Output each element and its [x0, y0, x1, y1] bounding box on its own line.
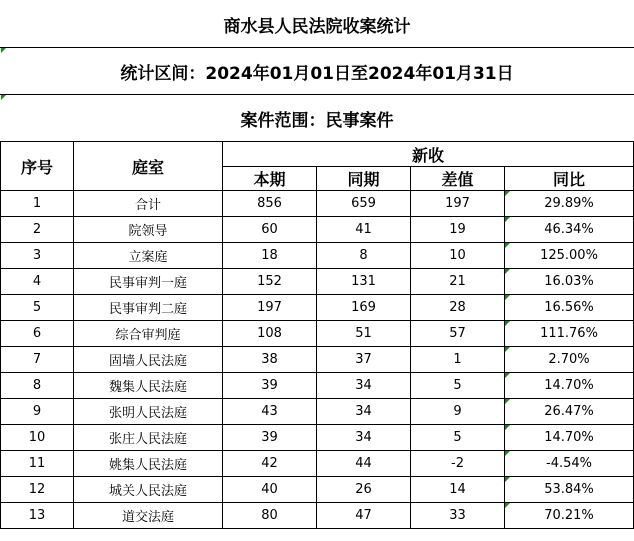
cell-same-period[interactable]: 51 [317, 321, 411, 347]
cell-court[interactable]: 魏集人民法庭 [74, 373, 223, 399]
cell-court[interactable]: 姚集人民法庭 [74, 451, 223, 477]
cell-court[interactable]: 民事审判一庭 [74, 269, 223, 295]
cell-yoy[interactable]: 14.70% [505, 425, 634, 451]
cell-same-period[interactable]: 26 [317, 477, 411, 503]
cell-current[interactable]: 152 [223, 269, 317, 295]
table-row [1, 191, 634, 217]
cell-same-period[interactable]: 41 [317, 217, 411, 243]
cell-same-period[interactable]: 34 [317, 373, 411, 399]
cell-yoy[interactable]: -4.54% [505, 451, 634, 477]
cell-seq[interactable]: 1 [1, 191, 74, 217]
cell-seq[interactable]: 9 [1, 399, 74, 425]
cell-court[interactable]: 合计 [74, 191, 223, 217]
cell-current[interactable]: 43 [223, 399, 317, 425]
cell-seq[interactable]: 8 [1, 373, 74, 399]
cell-seq[interactable]: 2 [1, 217, 74, 243]
cell-seq[interactable]: 11 [1, 451, 74, 477]
cell-same-period[interactable]: 34 [317, 399, 411, 425]
cell-same-period[interactable]: 659 [317, 191, 411, 217]
header-diff[interactable]: 差值 [411, 167, 505, 191]
cell-seq[interactable]: 12 [1, 477, 74, 503]
header-yoy[interactable]: 同比 [505, 167, 634, 191]
cell-diff[interactable]: 19 [411, 217, 505, 243]
cell-current[interactable]: 60 [223, 217, 317, 243]
cell-court[interactable]: 立案庭 [74, 243, 223, 269]
report-title[interactable]: 商水县人民法院收案统计 [1, 1, 634, 48]
header-row-1 [1, 142, 634, 167]
cell-court[interactable]: 张明人民法庭 [74, 399, 223, 425]
table-row [1, 477, 634, 503]
cell-seq[interactable]: 5 [1, 295, 74, 321]
cell-diff[interactable]: 57 [411, 321, 505, 347]
cell-diff[interactable]: -2 [411, 451, 505, 477]
cell-same-period[interactable]: 8 [317, 243, 411, 269]
header-seq[interactable]: 序号 [1, 142, 74, 191]
table-row [1, 347, 634, 373]
table-row [1, 425, 634, 451]
cell-same-period[interactable]: 37 [317, 347, 411, 373]
cell-current[interactable]: 40 [223, 477, 317, 503]
cell-same-period[interactable]: 131 [317, 269, 411, 295]
header-court[interactable]: 庭室 [74, 142, 223, 191]
cell-diff[interactable]: 9 [411, 399, 505, 425]
cell-yoy[interactable]: 111.76% [505, 321, 634, 347]
title-row [1, 1, 634, 48]
cell-yoy[interactable]: 14.70% [505, 373, 634, 399]
cell-yoy[interactable]: 70.21% [505, 503, 634, 529]
cell-court[interactable]: 院领导 [74, 217, 223, 243]
cell-seq[interactable]: 4 [1, 269, 74, 295]
cell-court[interactable]: 综合审判庭 [74, 321, 223, 347]
cell-same-period[interactable]: 44 [317, 451, 411, 477]
period-row [1, 48, 634, 95]
cell-yoy[interactable]: 46.34% [505, 217, 634, 243]
cell-same-period[interactable]: 47 [317, 503, 411, 529]
table-row [1, 503, 634, 529]
cell-current[interactable]: 42 [223, 451, 317, 477]
cell-yoy[interactable]: 26.47% [505, 399, 634, 425]
cell-current[interactable]: 38 [223, 347, 317, 373]
cell-court[interactable]: 民事审判二庭 [74, 295, 223, 321]
cell-court[interactable]: 城关人民法庭 [74, 477, 223, 503]
cell-current[interactable]: 39 [223, 373, 317, 399]
cell-seq[interactable]: 13 [1, 503, 74, 529]
cell-court[interactable]: 张庄人民法庭 [74, 425, 223, 451]
cell-current[interactable]: 856 [223, 191, 317, 217]
cell-diff[interactable]: 5 [411, 373, 505, 399]
cell-yoy[interactable]: 53.84% [505, 477, 634, 503]
cell-current[interactable]: 197 [223, 295, 317, 321]
cell-current[interactable]: 39 [223, 425, 317, 451]
cell-court[interactable]: 道交法庭 [74, 503, 223, 529]
cell-seq[interactable]: 6 [1, 321, 74, 347]
cell-yoy[interactable]: 125.00% [505, 243, 634, 269]
cell-diff[interactable]: 28 [411, 295, 505, 321]
cell-seq[interactable]: 3 [1, 243, 74, 269]
cell-same-period[interactable]: 169 [317, 295, 411, 321]
cell-seq[interactable]: 10 [1, 425, 74, 451]
cell-same-period[interactable]: 34 [317, 425, 411, 451]
cell-diff[interactable]: 197 [411, 191, 505, 217]
table-row [1, 243, 634, 269]
cell-yoy[interactable]: 2.70% [505, 347, 634, 373]
cell-yoy[interactable]: 16.03% [505, 269, 634, 295]
header-new-cases[interactable]: 新收 [223, 142, 634, 167]
cell-diff[interactable]: 14 [411, 477, 505, 503]
cell-diff[interactable]: 1 [411, 347, 505, 373]
cell-current[interactable]: 18 [223, 243, 317, 269]
table-row [1, 217, 634, 243]
table-row [1, 451, 634, 477]
table-row [1, 373, 634, 399]
cell-diff[interactable]: 5 [411, 425, 505, 451]
table-row [1, 321, 634, 347]
scope-row [1, 95, 634, 142]
report-scope[interactable]: 案件范围：民事案件 [1, 95, 634, 142]
table-row [1, 295, 634, 321]
cell-diff[interactable]: 21 [411, 269, 505, 295]
table-row [1, 269, 634, 295]
cell-diff[interactable]: 33 [411, 503, 505, 529]
header-current[interactable]: 本期 [223, 167, 317, 191]
cell-court[interactable]: 固墙人民法庭 [74, 347, 223, 373]
table-row [1, 399, 634, 425]
cell-seq[interactable]: 7 [1, 347, 74, 373]
cell-current[interactable]: 80 [223, 503, 317, 529]
cell-current[interactable]: 108 [223, 321, 317, 347]
header-same-period[interactable]: 同期 [317, 167, 411, 191]
report-period[interactable]: 统计区间：2024年01月01日至2024年01月31日 [1, 48, 634, 95]
cell-yoy[interactable]: 29.89% [505, 191, 634, 217]
cell-yoy[interactable]: 16.56% [505, 295, 634, 321]
cell-diff[interactable]: 10 [411, 243, 505, 269]
